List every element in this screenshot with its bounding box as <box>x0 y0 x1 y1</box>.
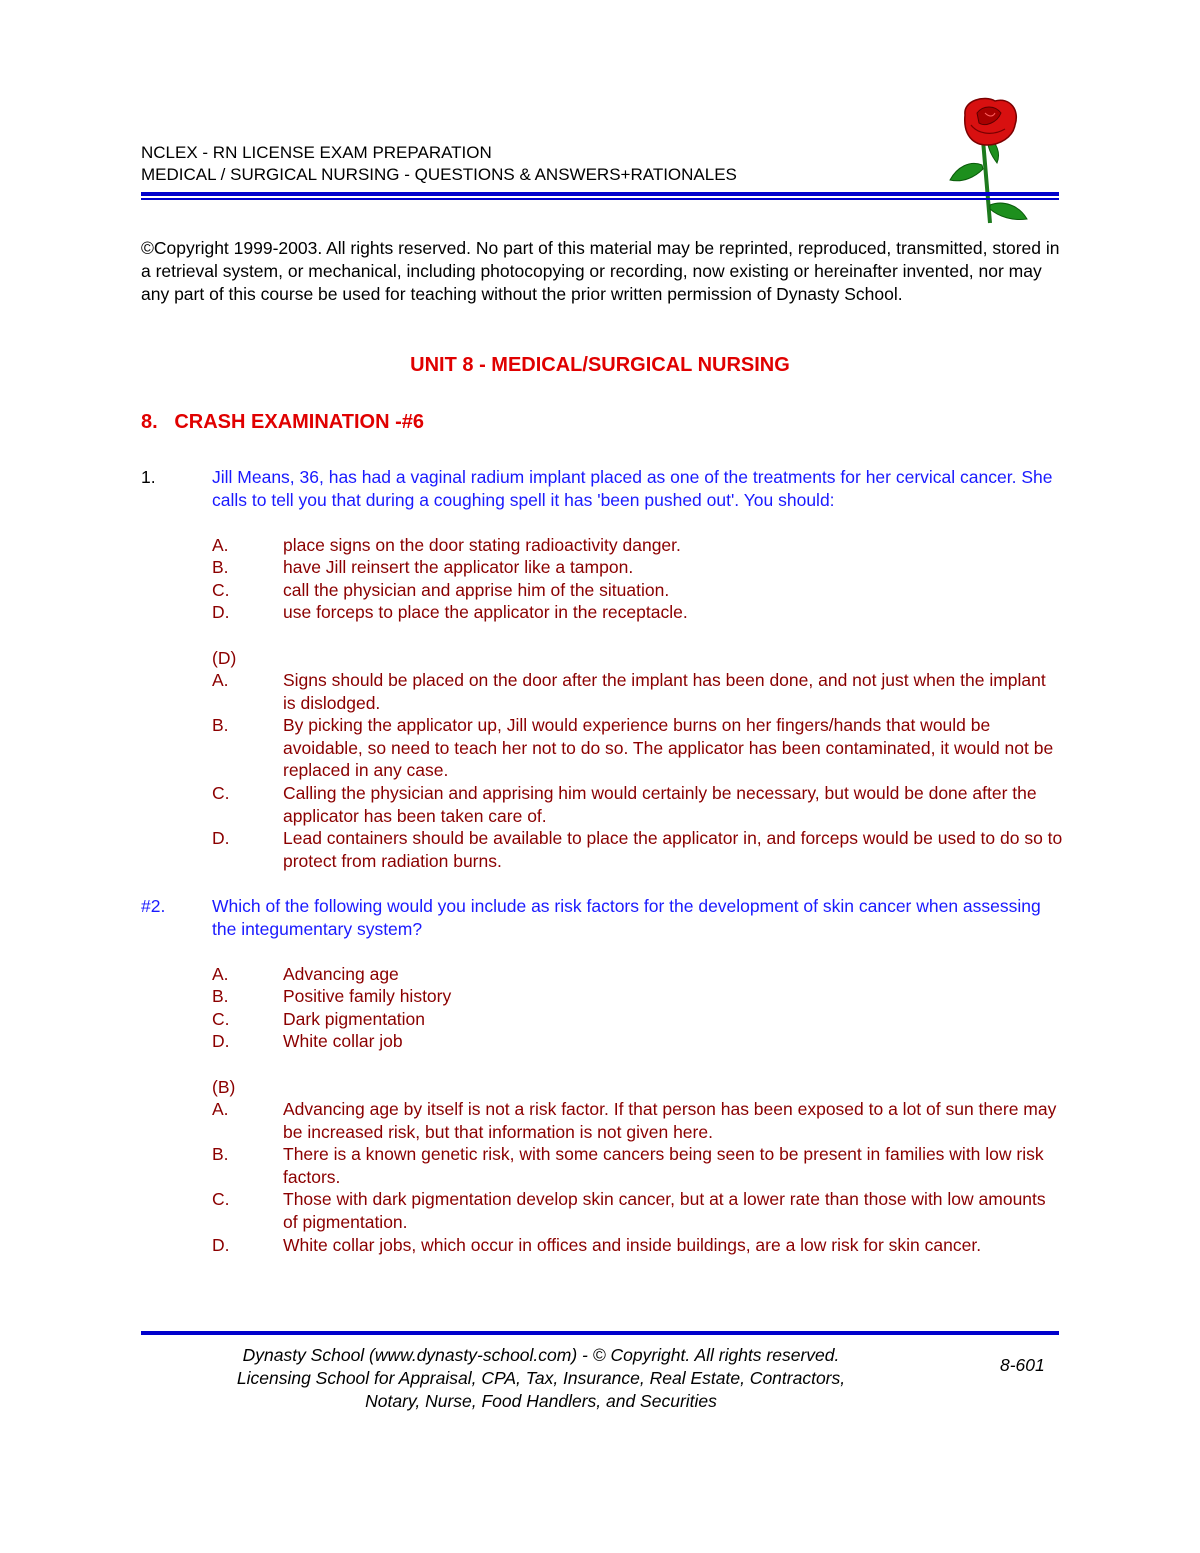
rose-icon <box>935 95 1035 230</box>
header-line-2: MEDICAL / SURGICAL NURSING - QUESTIONS & ANSWERS+RATIONALES <box>141 165 737 184</box>
q1-option-text: use forceps to place the applicator in the receptacle. <box>283 602 688 622</box>
page-number: 8-601 <box>1000 1355 1045 1375</box>
q1-rationale-text: Calling the physician and apprising him would certainly be necessary, but would be done after the applicator has been taken care of. <box>283 783 1037 826</box>
question-2-text: Which of the following would you include as risk factors for the development of skin cancer when assessing the integumentary system? <box>212 896 1041 939</box>
q2-rationale-letter: B. <box>212 1144 229 1164</box>
footer-line-2: Licensing School for Appraisal, CPA, Tax, Insurance, Real Estate, Contractors, <box>236 1368 846 1388</box>
q2-rationale-letter: C. <box>212 1189 230 1209</box>
q2-rationale-text: Those with dark pigmentation develop skin cancer, but at a lower rate than those with low amounts of pigmentation. <box>283 1189 1046 1232</box>
footer-line-3: Notary, Nurse, Food Handlers, and Securities <box>365 1391 717 1411</box>
q1-rationale-letter: B. <box>212 715 229 735</box>
footer-rule <box>141 1331 1059 1335</box>
q2-rationale-letter: D. <box>212 1235 230 1255</box>
q1-option-letter: C. <box>212 580 230 600</box>
q2-option-text: Positive family history <box>283 986 452 1006</box>
section-title: 8. CRASH EXAMINATION -#6 <box>141 411 424 433</box>
footer-text <box>141 1344 941 1413</box>
unit-title: UNIT 8 - MEDICAL/SURGICAL NURSING <box>410 354 790 376</box>
header-rule-thick <box>141 192 1059 196</box>
q1-option-letter: B. <box>212 557 229 577</box>
q2-option-text: Dark pigmentation <box>283 1009 426 1029</box>
question-1-number: 1. <box>141 467 156 487</box>
question-1-text: Jill Means, 36, has had a vaginal radium implant placed as one of the treatments for her cervical cancer. She calls to tell you that during a coughing spell it has 'been pushed out'. You should: <box>212 467 1053 510</box>
q2-rationale-text: Advancing age by itself is not a risk factor. If that person has been exposed to a lot of sun there may be increased risk, but that information is not given here. <box>283 1099 1057 1142</box>
question-2-number: #2. <box>141 896 166 916</box>
q1-option-text: have Jill reinsert the applicator like a tampon. <box>283 557 634 577</box>
q2-option-letter: D. <box>212 1031 230 1051</box>
q1-option-text: call the physician and apprise him of the situation. <box>283 580 670 600</box>
q2-option-letter: A. <box>212 964 229 984</box>
q1-option-letter: D. <box>212 602 230 622</box>
q2-option-letter: C. <box>212 1009 230 1029</box>
q1-rationale-text: By picking the applicator up, Jill would experience burns on her fingers/hands that would be avoidable, so need to teach her not to do so. The applicator has been contaminated, it would not be replaced in any case. <box>283 715 1054 781</box>
header-line-1: NCLEX - RN LICENSE EXAM PREPARATION <box>141 143 492 162</box>
q2-rationale-text: There is a known genetic risk, with some cancers being seen to be present in families with low risk factors. <box>283 1144 1044 1187</box>
q1-rationale-text: Lead containers should be available to place the applicator in, and forceps would be used to do so to protect from radiation burns. <box>283 828 1063 871</box>
q1-option-text: place signs on the door stating radioactivity danger. <box>283 535 681 555</box>
q2-rationale-letter: A. <box>212 1099 229 1119</box>
q1-rationale-letter: C. <box>212 783 230 803</box>
q1-rationale-text: Signs should be placed on the door after the implant has been done, and not just when the implant is dislodged. <box>283 670 1046 713</box>
footer-line-1: Dynasty School (www.dynasty-school.com) - © Copyright. All rights reserved. <box>242 1345 840 1365</box>
q2-option-text: Advancing age <box>283 964 399 984</box>
q2-option-text: White collar job <box>283 1031 403 1051</box>
q1-option-letter: A. <box>212 535 229 555</box>
q1-rationale-letter: A. <box>212 670 229 690</box>
copyright-notice: ©Copyright 1999-2003. All rights reserved. No part of this material may be reprinted, reproduced, transmitted, stored in a retrieval system, or mechanical, including photocopying or recording, now existing or hereinafter invented, nor may any part of this course be used for teaching without the prior written permission of Dynasty School. <box>141 238 1060 304</box>
q1-answer: (D) <box>212 648 237 668</box>
header-rule-thin <box>141 198 1059 200</box>
q2-option-letter: B. <box>212 986 229 1006</box>
q2-rationale-text: White collar jobs, which occur in offices and inside buildings, are a low risk for skin cancer. <box>283 1235 982 1255</box>
q1-rationale-letter: D. <box>212 828 230 848</box>
q2-answer: (B) <box>212 1077 236 1097</box>
